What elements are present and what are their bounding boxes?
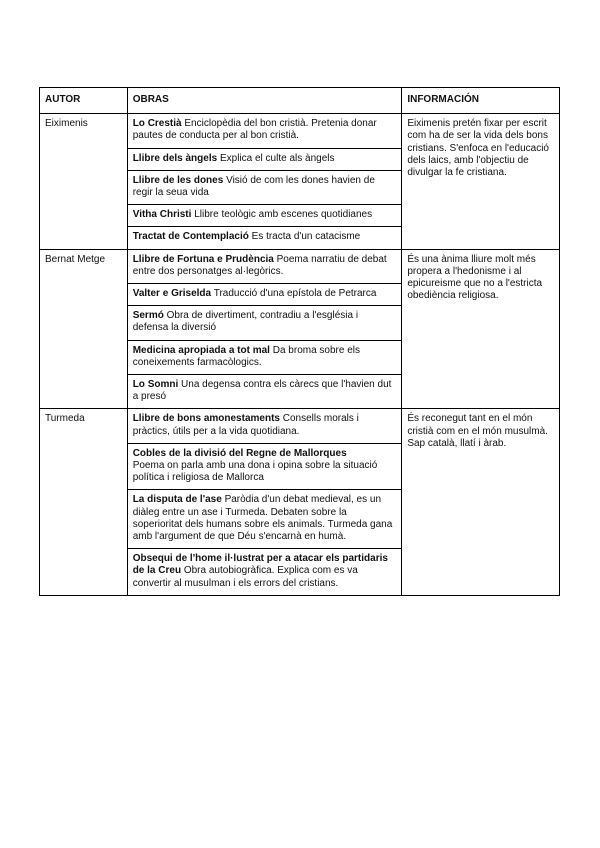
work-cell xyxy=(127,114,402,148)
work-title: Llibre de bons amonestaments xyxy=(132,413,280,425)
work-desc: Visió de com les dones havien de regir la seua vida xyxy=(132,174,375,199)
work-title: Lo Somni xyxy=(132,379,179,391)
work-title: Tractat de Contemplació xyxy=(132,231,249,243)
work-desc: Explica el culte als àngels xyxy=(219,152,335,164)
header-obras: OBRAS xyxy=(127,88,402,114)
work-cell xyxy=(127,227,402,249)
work-cell xyxy=(127,375,402,409)
work-title: Sermó xyxy=(132,310,164,322)
work-cell xyxy=(127,148,402,170)
work-cell xyxy=(127,170,402,204)
work-title: Lo Crestià xyxy=(132,118,182,130)
info-cell: Eiximenis pretén fixar per escrit com ha de ser la vida dels bons cristians. S'enfoca en l'educació dels laics, amb l'objectiu de divulgar la fe cristiana. xyxy=(402,114,560,249)
work-title: Vitha Christi xyxy=(132,209,192,221)
work-desc: Poema on parla amb una dona i opina sobre la situació política i religiosa de Mallorca xyxy=(132,460,378,484)
author-cell: Eiximenis xyxy=(40,114,128,249)
work-desc: Llibre teològic amb escenes quotidianes xyxy=(194,209,373,221)
author-cell: Turmeda xyxy=(40,409,128,595)
table-row xyxy=(40,249,560,283)
header-autor: AUTOR xyxy=(40,88,128,114)
header-info: INFORMACIÓN xyxy=(402,88,560,114)
table-row xyxy=(40,114,560,148)
header-row xyxy=(40,88,560,114)
work-cell xyxy=(127,409,402,443)
work-desc: Una degensa contra els càrecs que l'havien dut a presó xyxy=(132,379,392,403)
work-desc: Obra autobiogràfica. Explica com es va convertir al musulman i els errors del cristians. xyxy=(132,565,358,589)
authors-table xyxy=(39,87,560,596)
table-row xyxy=(40,409,560,443)
info-cell: És una ànima lliure molt més propera a l'hedonisme i al epicureisme que no a l'estricta obediència religiosa. xyxy=(402,249,560,409)
work-desc: Obra de divertiment, contradiu a l'església i defensa la diversió xyxy=(132,310,359,334)
author-cell: Bernat Metge xyxy=(40,249,128,409)
work-title: Medicina apropiada a tot mal xyxy=(132,344,270,356)
work-title: Llibre dels àngels xyxy=(132,152,218,164)
info-cell: És reconegut tant en el món cristià com en el món musulmà. Sap català, llatí i àrab. xyxy=(402,409,560,595)
work-cell xyxy=(127,205,402,227)
work-title: Llibre de Fortuna e Prudència xyxy=(132,253,274,265)
work-cell xyxy=(127,490,402,549)
work-cell xyxy=(127,249,402,283)
work-title: Llibre de les dones xyxy=(132,174,224,186)
work-desc: Da broma sobre els coneixements farmacòlogics. xyxy=(132,344,361,368)
work-cell xyxy=(127,306,402,340)
work-cell xyxy=(127,549,402,596)
work-desc: Es tracta d'un catacisme xyxy=(251,231,361,243)
work-desc: Traducció d'una epístola de Petrarca xyxy=(213,288,377,300)
work-desc: Consells morals i pràctics, útils per a la vida quotidiana. xyxy=(132,413,359,437)
work-cell xyxy=(127,284,402,306)
work-cell xyxy=(127,443,402,490)
work-desc: Paròdia d'un debat medieval, es un diàleg entre un ase i Turmeda. Debaten sobre la soperioritat dels humans sobre els animals. Turmeda gana amb l'argument de que Déu s'encarnà en humà. xyxy=(132,494,393,543)
work-desc: Poema narratiu de debat entre dos personatges al·legòrics. xyxy=(132,253,387,277)
work-title: Valter e Griselda xyxy=(132,288,212,300)
work-title: Cobles de la divisió del Regne de Mallorques xyxy=(132,447,347,459)
work-desc: Enciclopèdia del bon cristià. Pretenia donar pautes de conducta per al bon cristià. xyxy=(132,118,377,142)
work-title: La disputa de l'ase xyxy=(132,494,222,506)
work-title: Obsequi de l'home il·lustrat per a atacar els partidaris de la Creu xyxy=(132,553,388,577)
work-cell xyxy=(127,340,402,374)
